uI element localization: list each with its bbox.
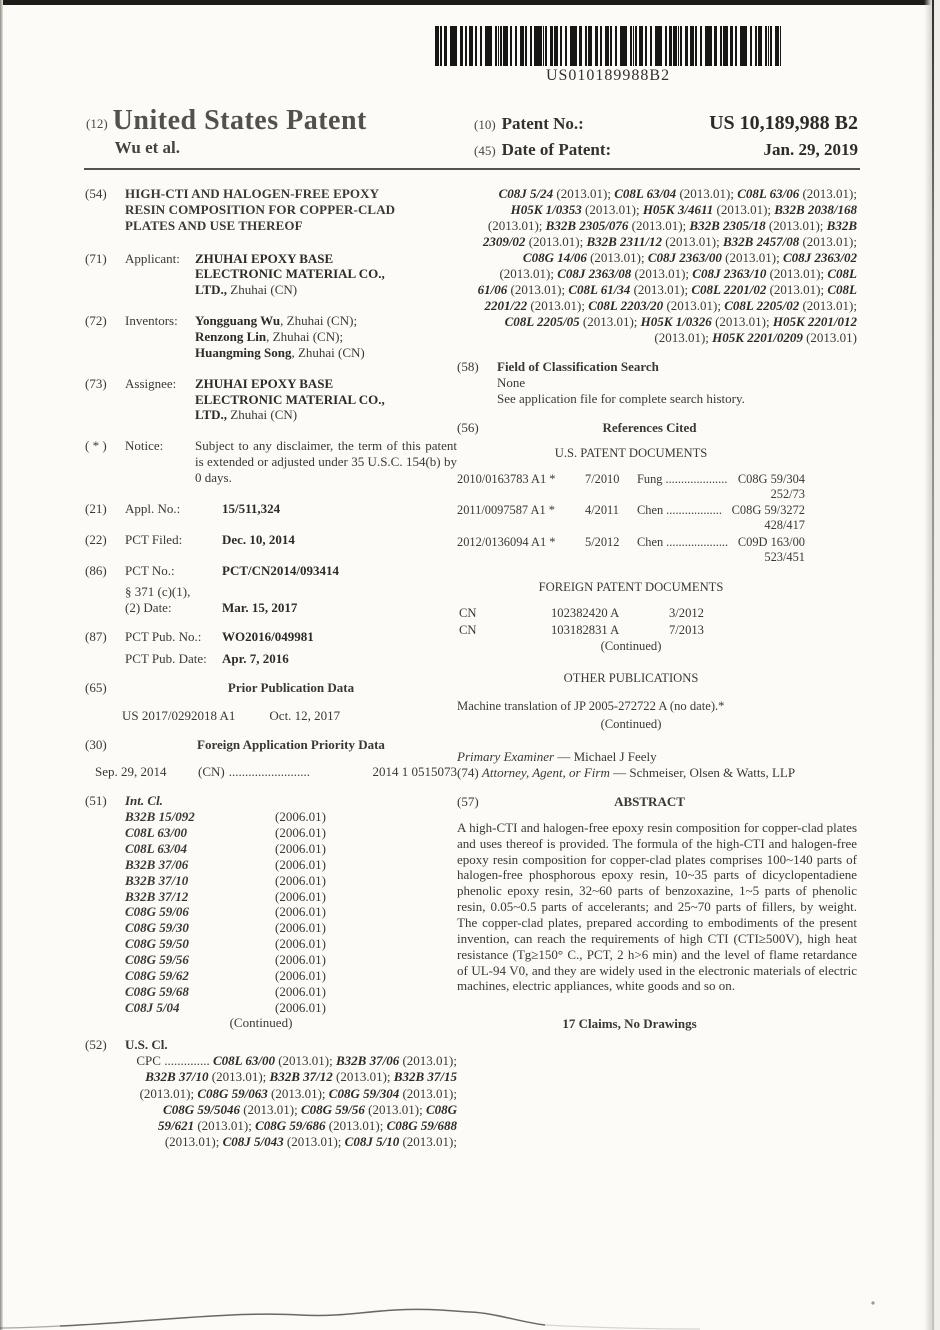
scan-top-edge bbox=[0, 0, 940, 5]
ref-country: CN bbox=[459, 605, 477, 620]
class-year: (2006.01) bbox=[275, 936, 326, 952]
ref-name: Chen bbox=[637, 534, 664, 549]
int-cl-row bbox=[125, 968, 457, 984]
continued-note: (Continued) bbox=[229, 1015, 293, 1031]
class-code: C08G 59/56 bbox=[125, 951, 189, 967]
references-heading: References Cited bbox=[602, 420, 697, 436]
foreign-reference-row bbox=[457, 622, 805, 639]
class-year: (2006.01) bbox=[275, 951, 326, 967]
field-87-pct-pub bbox=[85, 629, 457, 667]
class-code: C08G 59/62 bbox=[125, 967, 189, 983]
kind-code: (12) bbox=[86, 116, 108, 131]
field-code: (52) bbox=[85, 1037, 107, 1053]
pct-no-label: PCT No.: bbox=[125, 562, 175, 578]
dot-leader: .................. bbox=[666, 503, 722, 518]
class-code: C08G 59/06 bbox=[125, 904, 189, 920]
class-code: B32B 37/12 bbox=[125, 888, 189, 904]
ref-subclass: 252/73 bbox=[770, 486, 805, 501]
reference-row bbox=[457, 502, 805, 518]
cpc-classifications-continued: C08J 5/24 (2013.01); C08L 63/04 (2013.01); C08L 63/06 (2013.01); H05K 1/0353 (2013.01); H05K 3/4611 (2013.01); B32B 2038/168 (2013.01); B32B 2305/076 (2013.01); B32B 2305/18 (2013.01); B32B 2309/02 (2013.01); B32B 2311/12 (2013.01); B32B 2457/08 (2013.01); C08G 14/06 (2013.01); C08J 2363/00 (2013.01); C08J 2363/02 (2013.01); C08J 2363/08 (2013.01); C08J 2363/10 (2013.01); C08L 61/06 (2013.01); C08L 61/34 (2013.01); C08L 2201/02 (2013.01); C08L 2201/22 (2013.01); C08L 2203/20 (2013.01); C08L 2205/02 (2013.01); C08L 2205/05 (2013.01); H05K 1/0326 (2013.01); H05K 2201/012 (2013.01); H05K 2201/0209 (2013.01) bbox=[477, 186, 857, 345]
ref-number: 2011/0097587 A1 * bbox=[457, 503, 555, 518]
field-code: (21) bbox=[85, 500, 107, 516]
claims-line: 17 Claims, No Drawings bbox=[562, 1016, 697, 1032]
int-cl-row bbox=[125, 809, 457, 825]
class-year: (2006.01) bbox=[275, 840, 326, 856]
notice-text: Subject to any disclaimer, the term of this patent is extended or adjusted under 35 U.S.C. 154(b) by 0 days. bbox=[195, 438, 457, 486]
barcode-text: US010189988B2 bbox=[545, 67, 671, 84]
ref-subclass: 428/417 bbox=[764, 518, 805, 533]
page-title: United States Patent bbox=[112, 105, 367, 136]
field-code: (65) bbox=[85, 679, 107, 695]
patent-no-value: US 10,189,988 B2 bbox=[709, 112, 858, 134]
examiner-label: Primary Examiner bbox=[457, 749, 555, 765]
assignee-location: Zhuhai (CN) bbox=[230, 407, 298, 423]
pct-371-line: § 371 (c)(1), bbox=[125, 584, 191, 600]
int-cl-row bbox=[125, 889, 457, 905]
ref-number: 102382420 A bbox=[551, 605, 620, 620]
inventor-location: , Zhuhai (CN); bbox=[280, 313, 358, 329]
foreign-priority-row bbox=[85, 764, 457, 780]
continued-note: (Continued) bbox=[600, 638, 662, 653]
invention-title: HIGH-CTI AND HALOGEN-FREE EPOXY RESIN COMPOSITION FOR COPPER-CLAD PLATES AND USE THEREOF bbox=[125, 186, 396, 233]
class-code: C08L 63/00 bbox=[125, 825, 187, 841]
class-code: C08J 5/04 bbox=[125, 999, 180, 1015]
notice-label: Notice: bbox=[125, 438, 164, 454]
assignee-label: Assignee: bbox=[125, 375, 177, 391]
field-code: ( * ) bbox=[85, 438, 107, 454]
attorney-label: Attorney, Agent, or Firm bbox=[481, 765, 610, 781]
field-code: (71) bbox=[85, 250, 107, 266]
us-patent-documents-heading: U.S. PATENT DOCUMENTS bbox=[554, 446, 708, 461]
pct-pub-date-value: Apr. 7, 2016 bbox=[222, 651, 289, 667]
assignee-name-bold: ZHUHAI EPOXY BASE ELECTRONIC MATERIAL CO., LTD., bbox=[195, 375, 385, 423]
field-notice bbox=[85, 438, 457, 486]
int-cl-row bbox=[125, 841, 457, 857]
field-52-us-cl bbox=[85, 1037, 457, 1150]
prior-pub-number: US 2017/0292018 A1 bbox=[122, 707, 236, 723]
class-year: (2006.01) bbox=[275, 967, 326, 983]
ref-name: Fung bbox=[637, 471, 663, 486]
continued-note: (Continued) bbox=[600, 716, 662, 731]
field-72-inventors bbox=[85, 313, 457, 361]
ref-number: 2012/0136094 A1 * bbox=[457, 534, 556, 549]
us-references-table bbox=[457, 471, 805, 566]
applicant-name-bold: ZHUHAI EPOXY BASE ELECTRONIC MATERIAL CO., LTD., bbox=[195, 250, 385, 298]
ref-name: Chen bbox=[637, 503, 664, 518]
field-code: (58) bbox=[457, 358, 479, 374]
class-code: C08G 59/68 bbox=[125, 983, 189, 999]
ref-date: 4/2011 bbox=[585, 503, 619, 518]
field-56-references bbox=[457, 420, 857, 436]
int-cl-row bbox=[125, 936, 457, 952]
inventor-item bbox=[195, 329, 365, 345]
inventor-name: Renzong Lin bbox=[195, 329, 267, 345]
dot-leader: .................... bbox=[665, 471, 728, 486]
field-22-pct-filed bbox=[85, 532, 457, 548]
appl-no-value: 15/511,324 bbox=[222, 500, 281, 516]
abstract-heading: ABSTRACT bbox=[614, 794, 685, 810]
attorney-value: — Schmeiser, Olsen & Watts, LLP bbox=[613, 765, 796, 781]
primary-examiner-line bbox=[457, 749, 857, 765]
class-code: C08G 59/50 bbox=[125, 936, 189, 952]
int-cl-row bbox=[125, 825, 457, 841]
priority-number: 2014 1 0515073 bbox=[372, 764, 457, 780]
field-code: (87) bbox=[85, 629, 107, 645]
date-code: (45) bbox=[474, 143, 496, 158]
pct-filed-value: Dec. 10, 2014 bbox=[222, 531, 295, 547]
foreign-reference-row bbox=[457, 605, 805, 622]
int-cl-row bbox=[125, 952, 457, 968]
barcode bbox=[435, 26, 781, 85]
dot-leader: ......................... bbox=[228, 764, 310, 780]
ref-class: C08G 59/304 bbox=[737, 471, 805, 486]
header-right bbox=[474, 112, 858, 165]
date-value: Jan. 29, 2019 bbox=[763, 140, 858, 159]
priority-country: (CN) bbox=[198, 764, 225, 780]
inventor-location: , Zhuhai (CN) bbox=[291, 344, 365, 360]
patent-number-row bbox=[474, 112, 858, 135]
field-57-abstract bbox=[457, 794, 857, 810]
field-21-appl-no bbox=[85, 501, 457, 517]
class-code: C08G 59/30 bbox=[125, 920, 189, 936]
inventor-name: Yongguang Wu bbox=[195, 313, 281, 329]
prior-pub-date: Oct. 12, 2017 bbox=[269, 707, 341, 723]
pct-pub-no-value: WO2016/049981 bbox=[222, 629, 314, 645]
scan-left-edge bbox=[0, 0, 3, 1330]
header-rule bbox=[84, 168, 860, 170]
ref-country: CN bbox=[459, 622, 477, 637]
int-cl-row bbox=[125, 904, 457, 920]
field-51-int-cl bbox=[85, 793, 457, 1031]
int-cl-label: Int. Cl. bbox=[125, 793, 163, 809]
ref-class: C09D 163/00 bbox=[737, 534, 805, 549]
int-cl-row bbox=[125, 1000, 457, 1016]
field-code: (30) bbox=[85, 736, 107, 752]
abstract-text: A high-CTI and halogen-free epoxy resin composition for copper-clad plates and uses thereof is provided. The formula of the high-CTI and halogen-free epoxy resin composition for copper-clad plates comprises 100~140 parts of halogen-free phosphorous epoxy resin, 10~35 parts of dicyclopentadiene phenolic epoxy resin, 32~60 parts of benzoxazine, 1~5 parts of phenolic resin, 0.05~0.5 parts of accelerants; and 25~70 parts of fillers, by weight. The copper-clad plates, prepared according to embodiments of the present invention, can reach the requirements of high CTI (CTI≥500V), high heat resistance (Tg≥150° C., PCT, 2 h>6 min) and the level of flame retardance of UL-94 V0, and they are widely used in the electronic materials of electric machines, electric appliances, white goods and so on. bbox=[457, 819, 857, 994]
inventors-list bbox=[195, 313, 365, 361]
us-cl-label: U.S. Cl. bbox=[125, 1037, 168, 1053]
patent-no-code: (10) bbox=[474, 117, 496, 132]
reference-row bbox=[457, 471, 805, 487]
inventor-location: , Zhuhai (CN); bbox=[266, 329, 344, 345]
int-cl-row bbox=[125, 857, 457, 873]
prior-pub-heading: Prior Publication Data bbox=[227, 679, 355, 695]
applicant-label: Applicant: bbox=[125, 250, 180, 266]
pct-pub-date-label: PCT Pub. Date: bbox=[125, 651, 207, 667]
class-year: (2006.01) bbox=[275, 825, 326, 841]
header-left bbox=[86, 106, 367, 158]
dot-leader: .............. bbox=[164, 1053, 210, 1069]
ref-date: 3/2012 bbox=[669, 605, 704, 620]
field-code: (56) bbox=[457, 420, 479, 436]
field-73-assignee bbox=[85, 376, 457, 424]
class-year: (2006.01) bbox=[275, 999, 326, 1015]
left-column bbox=[85, 186, 457, 1151]
applicant-location: Zhuhai (CN) bbox=[230, 282, 298, 298]
other-publication-item: Machine translation of JP 2005-272722 A (no date).* bbox=[457, 698, 725, 713]
foreign-priority-heading: Foreign Application Priority Data bbox=[197, 736, 385, 752]
scan-right-edge bbox=[924, 0, 940, 1330]
int-cl-row bbox=[125, 873, 457, 889]
barcode-bars-image bbox=[435, 26, 781, 66]
pct-filed-label: PCT Filed: bbox=[125, 531, 183, 547]
class-year: (2006.01) bbox=[275, 809, 326, 825]
prior-pub-row bbox=[85, 708, 457, 724]
authors: Wu et al. bbox=[114, 138, 180, 158]
field-code: (54) bbox=[85, 186, 107, 201]
dot-leader: .................... bbox=[666, 534, 729, 549]
cpc-classifications bbox=[125, 1053, 457, 1151]
scan-artifact-squiggle bbox=[0, 1295, 940, 1330]
patent-no-label: Patent No.: bbox=[501, 114, 584, 133]
pct-date-value: Mar. 15, 2017 bbox=[222, 600, 298, 616]
search-label: Field of Classification Search bbox=[497, 358, 659, 374]
field-65-prior-pub bbox=[85, 680, 457, 696]
class-year: (2006.01) bbox=[275, 888, 326, 904]
other-publications-heading: OTHER PUBLICATIONS bbox=[563, 671, 699, 686]
field-code: (72) bbox=[85, 313, 107, 329]
search-none: None bbox=[497, 374, 526, 390]
assignee-name bbox=[195, 376, 413, 424]
ref-date: 7/2013 bbox=[669, 622, 704, 637]
pct-date-label: (2) Date: bbox=[125, 600, 172, 616]
search-note: See application file for complete search history. bbox=[497, 390, 745, 406]
right-column bbox=[457, 186, 857, 1032]
ref-date: 5/2012 bbox=[585, 534, 620, 549]
foreign-references-table bbox=[457, 605, 805, 654]
int-cl-row bbox=[125, 920, 457, 936]
field-code: (51) bbox=[85, 793, 107, 809]
inventors-label: Inventors: bbox=[125, 313, 178, 329]
reference-row bbox=[457, 534, 805, 550]
ref-subclass: 523/451 bbox=[764, 550, 805, 565]
field-code: (22) bbox=[85, 531, 107, 547]
inventor-item bbox=[195, 313, 365, 329]
appl-no-label: Appl. No.: bbox=[125, 500, 181, 516]
pct-pub-no-label: PCT Pub. No.: bbox=[125, 629, 202, 645]
inventor-item bbox=[195, 345, 365, 361]
field-58-search bbox=[457, 359, 857, 407]
ref-date: 7/2010 bbox=[585, 471, 620, 486]
field-code: (86) bbox=[85, 562, 107, 578]
class-year: (2006.01) bbox=[275, 856, 326, 872]
field-30-foreign-priority bbox=[85, 737, 457, 753]
class-code: B32B 37/10 bbox=[125, 872, 189, 888]
ref-class: C08G 59/3272 bbox=[731, 503, 805, 518]
attorney-line bbox=[457, 765, 857, 781]
field-code: (74) bbox=[457, 765, 479, 781]
ref-number: 2010/0163783 A1 * bbox=[457, 471, 556, 486]
class-year: (2006.01) bbox=[275, 983, 326, 999]
ref-number: 103182831 A bbox=[551, 622, 620, 637]
applicant-name bbox=[195, 251, 413, 299]
field-71-applicant bbox=[85, 251, 457, 299]
field-54-title bbox=[85, 186, 457, 234]
inventor-name: Huangming Song bbox=[195, 344, 292, 360]
class-code: B32B 37/06 bbox=[125, 856, 189, 872]
int-cl-row bbox=[125, 984, 457, 1000]
class-year: (2006.01) bbox=[275, 872, 326, 888]
class-code: C08L 63/04 bbox=[125, 840, 187, 856]
field-86-pct-no bbox=[85, 563, 457, 617]
cpc-prefix: CPC bbox=[136, 1053, 161, 1069]
class-year: (2006.01) bbox=[275, 904, 326, 920]
cpc-text: C08L 63/00 (2013.01); B32B 37/06 (2013.01); B32B 37/10 (2013.01); B32B 37/12 (2013.01); B32B 37/15 (2013.01); C08G 59/063 (2013.01); C08G 59/304 (2013.01); C08G 59/5046 (2013.01); C08G 59/56 (2013.01); C08G 59/621 (2013.01); C08G 59/686 (2013.01); C08G 59/688 (2013.01); C08J 5/043 (2013.01); C08J 5/10 (2013.01); bbox=[139, 1053, 457, 1150]
field-code: (57) bbox=[457, 794, 479, 810]
foreign-patent-documents-heading: FOREIGN PATENT DOCUMENTS bbox=[538, 579, 724, 594]
patent-date-row bbox=[474, 140, 858, 160]
pct-no-value: PCT/CN2014/093414 bbox=[222, 562, 339, 578]
priority-date: Sep. 29, 2014 bbox=[95, 764, 167, 780]
field-code: (73) bbox=[85, 375, 107, 391]
class-code: B32B 15/092 bbox=[125, 809, 195, 825]
class-year: (2006.01) bbox=[275, 920, 326, 936]
examiner-value: — Michael J Feely bbox=[557, 749, 657, 765]
date-label: Date of Patent: bbox=[501, 140, 612, 159]
